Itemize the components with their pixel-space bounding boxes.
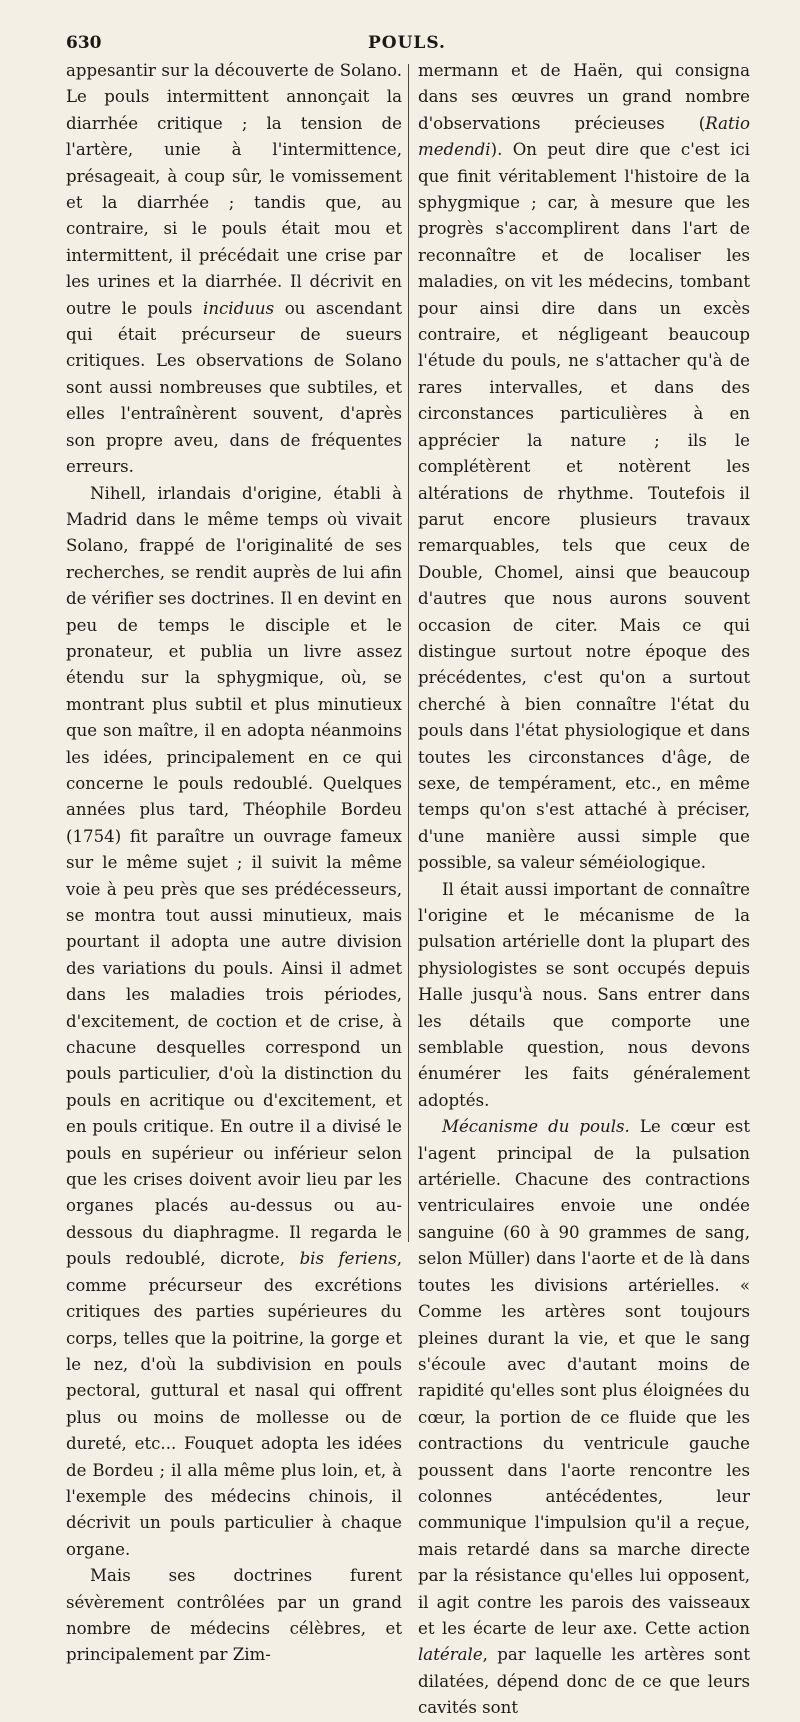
italic-term: inciduus	[203, 298, 275, 318]
left-column	[66, 58, 402, 1669]
paragraph: Il était aussi important de connaître l'origine et le mécanisme de la pulsation artérielle dont la plupart des physiologistes se sont occupés depuis Halle jusqu'à nous. Sans entrer dans les détails que comporte une semblable question, nous devons énumérer les faits généralement adoptés.	[418, 879, 750, 1110]
italic-term: latérale	[418, 1645, 483, 1665]
italic-term: Ratio medendi	[418, 113, 750, 160]
page-number: 630	[66, 33, 102, 53]
running-title: POULS.	[368, 33, 446, 53]
paragraph: Nihell, irlandais d'origine, établi à Madrid dans le même temps où vivait Solano, frappé de l'originalité de ses recherches, se rendit auprès de lui afin de vérifier ses doctrines. Il en devint en peu de temps le disciple et le pronateur, et publia un livre assez étendu sur la sphygmique, où, se montrant plus subtil et plus minutieux que son maître, il en adopta néanmoins les idées, principalement en ce qui concerne le pouls redoublé. Quelques années plus tard, Théophile Bordeu (1754) fit paraître un ouvrage fameux sur le même sujet ; il suivit la même voie à peu près que ses prédécesseurs, se montra tout aussi minutieux, mais pourtant il adopta une autre division des variations du pouls. Ainsi il admet dans les maladies trois périodes, d'excitement, de coction et de crise, à chacune desquelles correspond un pouls particulier, d'où la distinction du pouls en acritique ou d'excitement, et en pouls critique. En outre il a divisé le pouls en supérieur ou inférieur selon que les crises doivent avoir lieu par les organes placés au-dessus ou au-dessous du diaphragme. Il regarda le pouls redoublé, dicrote, bis feriens, comme précurseur des excrétions critiques des parties supérieures du corps, telles que la poitrine, la gorge et le nez, d'où la subdivision en pouls pectoral, guttural et nasal qui offrent plus ou moins de mollesse ou de dureté, etc... Fouquet adopta les idées de Bordeu ; il alla même plus loin, et, à l'exemple des médecins chinois, il décrivit un pouls particulier à chaque organe.	[66, 483, 402, 1559]
italic-term: bis feriens	[299, 1249, 397, 1269]
column-divider	[408, 64, 409, 1242]
paragraph: Mécanisme du pouls. Le cœur est l'agent principal de la pulsation artérielle. Chacune des contractions ventriculaires envoie une ondée sanguine (60 à 90 grammes de sang, selon Müller) dans l'aorte et de là dans toutes les divisions artérielles. « Comme les artères sont toujours pleines durant la vie, et que le sang s'écoule avec d'autant moins de rapidité qu'elles sont plus éloignées du cœur, la portion de ce fluide que les contractions du ventricule gauche poussent dans l'aorte rencontre les colonnes antécédentes, leur communique l'impulsion qu'il a reçue, mais retardé dans sa marche directe par la résistance qu'elles lui opposent, il agit contre les parois des vaisseaux et les écarte de leur axe. Cette action latérale, par laquelle les artères sont dilatées, dépend donc de ce que leurs cavités sont	[418, 1117, 750, 1718]
paragraph: appesantir sur la découverte de Solano. Le pouls intermittent annonçait la diarrhée critique ; la tension de l'artère, unie à l'intermittence, présageait, à coup sûr, le vomissement et la diarrhée ; tandis que, au contraire, si le pouls était mou et intermittent, il précédait une crise par les urines et la diarrhée. Il décrivit en outre le pouls inciduus ou ascendant qui était précurseur de sueurs critiques. Les observations de Solano sont aussi nombreuses que subtiles, et elles l'entraînèrent souvent, d'après son propre aveu, dans de fréquentes erreurs.	[66, 61, 402, 477]
section-heading-italic: Mécanisme du pouls.	[442, 1117, 630, 1137]
paragraph: Mais ses doctrines furent sévèrement contrôlées par un grand nombre de médecins célèbres, et principalement par Zim-	[66, 1566, 402, 1665]
right-column	[418, 58, 750, 1722]
paragraph: mermann et de Haën, qui consigna dans ses œuvres un grand nombre d'observations précieuses (Ratio medendi). On peut dire que c'est ici que finit véritablement l'histoire de la sphygmique ; car, à mesure que les progrès s'accomplirent dans l'art de reconnaître et de localiser les maladies, on vit les médecins, tombant pour ainsi dire dans un excès contraire, et négligeant beaucoup l'étude du pouls, ne s'attacher qu'à de rares intervalles, et dans des circonstances particulières à en apprécier la nature ; ils le complétèrent et notèrent les altérations de rhythme. Toutefois il parut encore plusieurs travaux remarquables, tels que ceux de Double, Chomel, ainsi que beaucoup d'autres que nous aurons souvent occasion de citer. Mais ce qui distingue surtout notre époque des précédentes, c'est qu'on a surtout cherché à bien connaître l'état du pouls dans l'état physiologique et dans toutes les circonstances d'âge, de sexe, de tempérament, etc., en même temps qu'on s'est attaché à préciser, d'une manière aussi simple que possible, sa valeur séméiologique.	[418, 61, 750, 873]
page-header	[66, 33, 748, 57]
